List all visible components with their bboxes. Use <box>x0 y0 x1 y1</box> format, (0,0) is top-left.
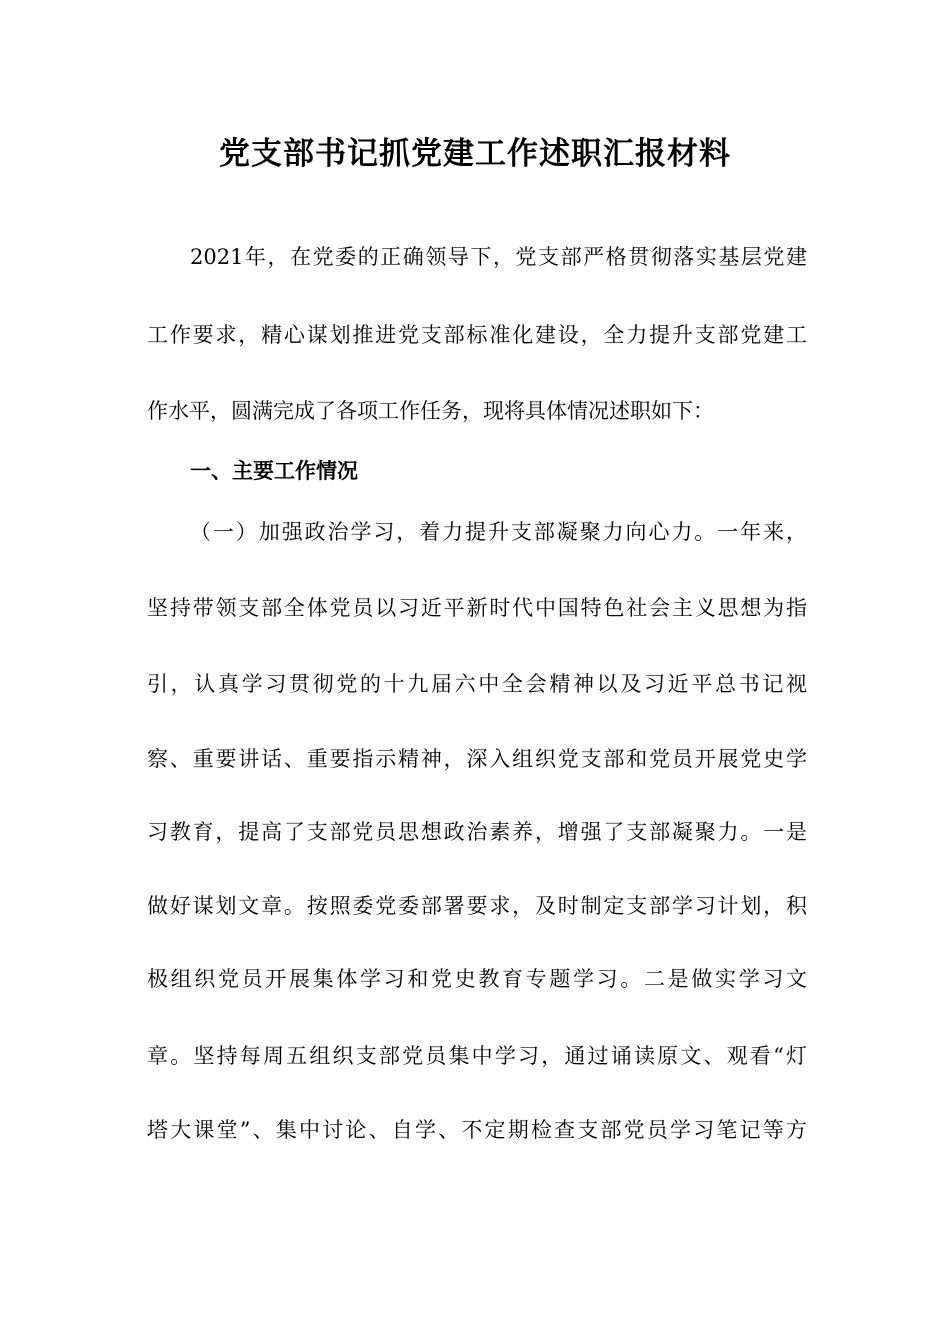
section-heading: 一、主要工作情况 <box>190 459 358 483</box>
paragraph-line: 习教育，提高了支部党员思想政治素养，增强了支部凝聚力。一是 <box>147 820 807 844</box>
paragraph-line: 极组织党员开展集体学习和党史教育专题学习。二是做实学习文 <box>147 967 807 991</box>
paragraph-line: 察、重要讲话、重要指示精神，深入组织党支部和党员开展党史学 <box>147 747 807 771</box>
paragraph-line: 章。坚持每周五组织支部党员集中学习，通过诵读原文、观看“灯 <box>147 1044 807 1068</box>
document-title: 党支部书记抓党建工作述职汇报材料 <box>219 136 731 172</box>
paragraph-line: 工作要求，精心谋划推进党支部标准化建设，全力提升支部党建工 <box>147 323 807 347</box>
paragraph-line: 2021年，在党委的正确领导下，党支部严格贯彻落实基层党建 <box>190 245 807 269</box>
paragraph-line: 坚持带领支部全体党员以习近平新时代中国特色社会主义思想为指 <box>147 596 807 620</box>
paragraph-line: （一）加强政治学习，着力提升支部凝聚力向心力。一年来， <box>190 520 807 544</box>
paragraph-line: 做好谋划文章。按照委党委部署要求，及时制定支部学习计划，积 <box>147 894 807 918</box>
paragraph-line: 引，认真学习贯彻党的十九届六中全会精神以及习近平总书记视 <box>147 672 807 696</box>
paragraph-line: 塔大课堂”、集中讨论、自学、不定期检查支部党员学习笔记等方 <box>147 1118 807 1142</box>
paragraph-line: 作水平，圆满完成了各项工作任务，现将具体情况述职如下： <box>147 399 714 423</box>
